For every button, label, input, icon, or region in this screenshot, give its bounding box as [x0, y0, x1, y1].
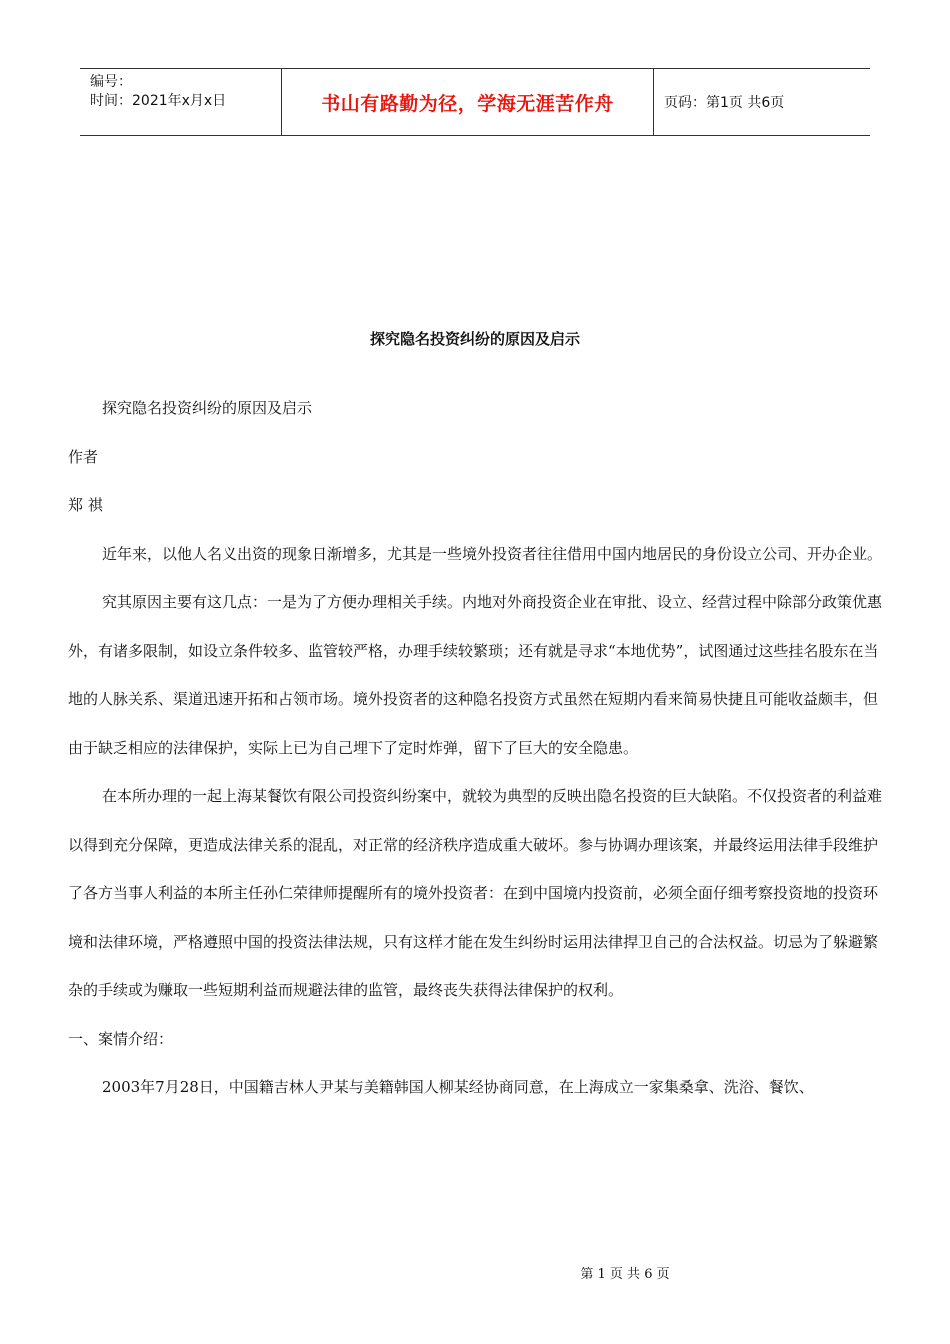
header-motto: 书山有路勤为径，学海无涯苦作舟 [282, 69, 654, 135]
date-line: 时间：2021年x月x日 [90, 93, 227, 109]
author-label: 作者 [68, 447, 99, 466]
body-paragraph: 究其原因主要有这几点：一是为了方便办理相关手续。内地对外商投资企业在审批、设立、经营过程中除部分政策优惠外，有诸多限制，如设立条件较多、监管较严格，办理手续较繁琐；还有就是寻求“本地优势”，试图通过这些挂名股东在当地的人脉关系、渠道迅速开拓和占领市场。境外投资者的这种隐名投资方式虽然在短期内看来简易快捷且可能收益颇丰，但由于缺乏相应的法律保护，实际上已为自己埋下了定时炸弹，留下了巨大的安全隐患。 [68, 593, 883, 757]
header-table [80, 68, 870, 136]
document-title: 探究隐名投资纠纷的原因及启示 [369, 330, 580, 348]
body-paragraph: 2003年7月28日，中国籍吉林人尹某与美籍韩国人柳某经协商同意，在上海成立一家集桑拿、洗浴、餐饮、 [102, 1078, 814, 1096]
section-heading: 一、案情介绍： [68, 1029, 174, 1048]
page-footer: 第 1 页 共 6 页 [580, 1267, 670, 1282]
body-paragraph: 近年来，以他人名义出资的现象日渐增多，尤其是一些境外投资者往往借用中国内地居民的身份设立公司、开办企业。 [102, 544, 883, 563]
serial-number-label: 编号： [90, 74, 132, 90]
header-meta-cell [80, 69, 282, 135]
header-page-info: 页码：第1页 共6页 [664, 95, 785, 111]
body-paragraph: 在本所办理的一起上海某餐饮有限公司投资纠纷案中，就较为典型的反映出隐名投资的巨大缺陷。不仅投资者的利益难以得到充分保障，更造成法律关系的混乱，对正常的经济秩序造成重大破坏。参与协调办理该案，并最终运用法律手段维护了各方当事人利益的本所主任孙仁荣律师提醒所有的境外投资者：在到中国境内投资前，必须全面仔细考察投资地的投资环境和法律环境，严格遵照中国的投资法律法规，只有这样才能在发生纠纷时运用法律捍卫自己的合法权益。切忌为了躲避繁杂的手续或为赚取一些短期利益而规避法律的监管，最终丧失获得法律保护的权利。 [68, 787, 883, 999]
author-name: 郑 祺 [68, 496, 103, 514]
document-body [68, 384, 892, 1112]
subtitle-paragraph: 探究隐名投资纠纷的原因及启示 [102, 399, 313, 417]
